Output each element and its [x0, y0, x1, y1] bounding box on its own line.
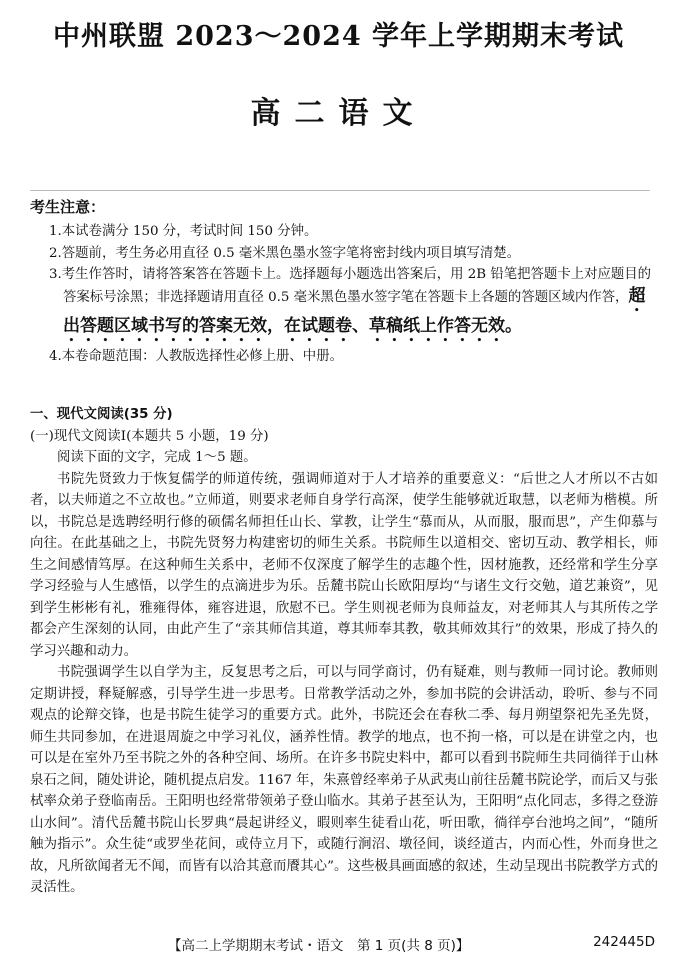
- notice-heading: 考生注意：: [30, 198, 106, 216]
- notice-block: [30, 196, 660, 367]
- passage-paragraph-1: 书院先贤致力于恢复儒学的师道传统，强调师道对于人才培养的重要意义：“后世之人才所以不古如者，以夫师道之不立故也。”立师道，则要求老师自身学行高深，使学生能够就近取慧，以老师为楷模。所以，书院总是选聘经明行修的硕儒名师担任山长、掌教，让学生“慕而从，从而服，服而思”，产生仰慕与向往。在此基础之上，书院先贤努力构建密切的师生关系。书院师生以道相交、密切互动、教学相长，师生之间感情笃厚。在这种师生关系中，老师不仅深度了解学生的志趣个性，因材施教，还经常和学生分享学习经验与人生感悟，以学生的点滴进步为乐。岳麓书院山长欧阳厚均“与诸生文行交勉，道艺兼资”，见到学生彬彬有礼，雅雍得体，雍容进退，欣慰不已。学生则视老师为良师益友，对老师其人与其所传之学都会产生深刻的认同，由此产生了“亲其师信其道，尊其师奉其教，敬其师效其行”的效果，形成了持久的学习兴趣和动力。: [30, 471, 658, 659]
- section-subtitle: (一)现代文阅读Ⅰ(本题共 5 小题，19 分): [30, 428, 269, 444]
- notice-emphasis: 超出答题区域书写的答案无效，在试题卷、草稿纸上作答无效。: [63, 285, 646, 336]
- exam-title: 中州联盟 2023～2024 学年上学期期末考试: [52, 21, 625, 52]
- footer-page-info: 【高二上学期期末考试・语文 第 1 页(共 8 页)】: [168, 938, 470, 954]
- section-title: 一、现代文阅读(35 分): [30, 407, 173, 422]
- notice-item-3: [30, 264, 660, 346]
- section-instruction: 阅读下面的文字，完成 1～5 题。: [57, 450, 257, 465]
- subject-title: 高二语文: [250, 96, 427, 131]
- notice-item-1: 1.本试卷满分 150 分，考试时间 150 分钟。: [49, 224, 318, 239]
- notice-item-4: 4.本卷命题范围：人教版选择性必修上册、中册。: [49, 348, 343, 364]
- footer-code: 242445D: [593, 934, 655, 950]
- notice-item-2: 2.答题前，考生务必用直径 0.5 毫米黑色墨水签字笔将密封线内项目填写清楚。: [49, 245, 521, 261]
- passage-paragraph-2: 书院强调学生以自学为主，反复思考之后，可以与同学商讨，仍有疑难，则与教师一同讨论。教师则定期讲授，释疑解惑，引导学生进一步思考。日常教学活动之外，参加书院的会讲活动，聆听、参与不同观点的论辩交锋，也是书院生徒学习的重要方式。此外，书院还会在春秋二季、每月朔望祭祀先圣先贤，师生共同参加，在进退周旋之中学习礼仪，涵养性情。教学的地点，也不拘一格，可以是在讲堂之内，也可以是在室外乃至书院之外的各种空间、场所。在许多书院史料中，都可以看到书院师生共同徜徉于山林泉石之间，随处讲论，随机提点启发。1167 年，朱熹曾经率弟子从武夷山前往岳麓书院论学，而后又与张栻率众弟子登临南岳。王阳明也经常带领弟子登山临水。其弟子甚至认为，王阳明“点化同志，多得之登游山水间”。清代岳麓书院山长罗典“晨起讲经义，暇则率生徒看山花，听田歌，徜徉亭台池坞之间”，“随所触为指示”。众生徒“或罗坐花间，或侍立月下，或随行涧沼、墩径间，谈经道古，内而心性，外而身世之故，凡所欲闻者无不闻，而皆有以洽其意而餍其心”。这些极具画面感的叙述，生动呈现出书院教学方式的灵活性。: [30, 665, 658, 895]
- reading-section: [30, 404, 658, 899]
- notice-item-3-text: 3.考生作答时，请将答案答在答题卡上。选择题每小题选出答案后，用 2B 铅笔把答题卡上对应题目的答案标号涂黑；非选择题请用直径 0.5 毫米黑色墨水签字笔在答题卡上各题的答题区域内作答，: [49, 267, 652, 305]
- divider: [30, 190, 650, 191]
